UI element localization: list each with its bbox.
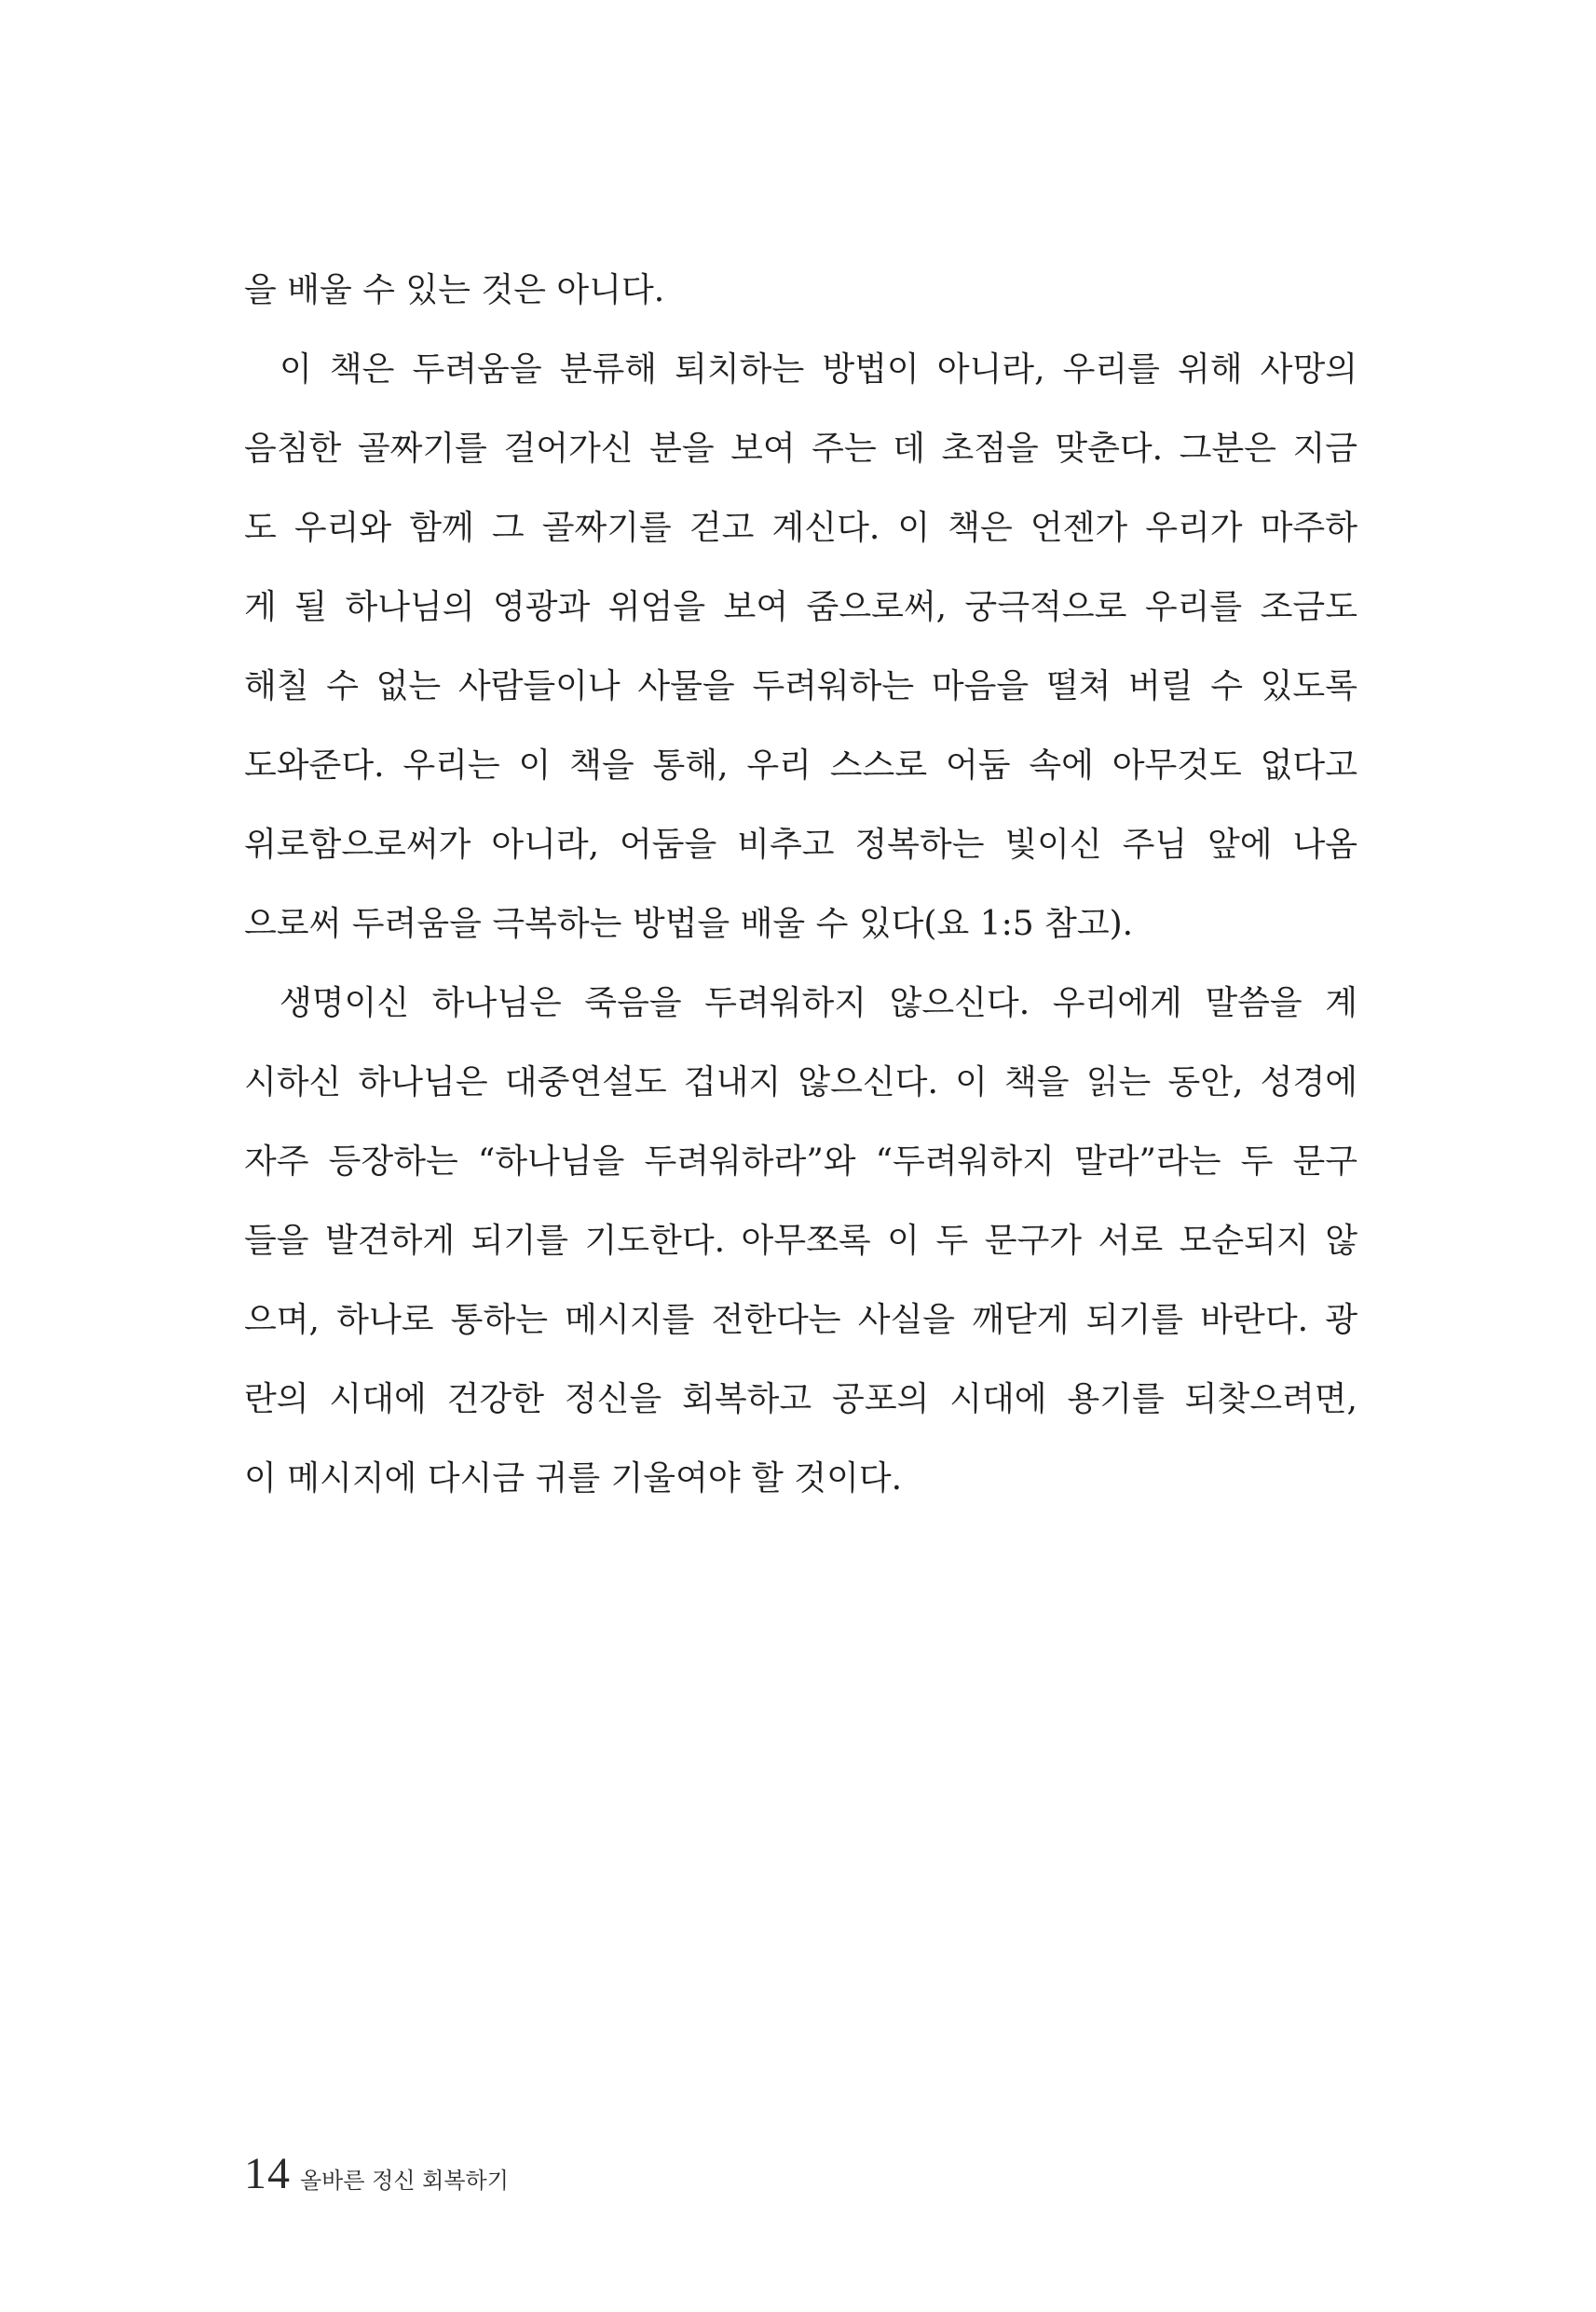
paragraph-line: 위로함으로써가 아니라, 어둠을 비추고 정복하는 빛이신 주님 앞에 나옴 [244,826,1357,864]
paragraph-line: 생명이신 하나님은 죽음을 두려워하지 않으신다. 우리에게 말씀을 계 [280,984,1357,1022]
body-text [244,251,1357,1518]
paragraph-line: 을 배울 수 있는 것은 아니다. [244,271,665,309]
paragraph-line: 이 책은 두려움을 분류해 퇴치하는 방법이 아니라, 우리를 위해 사망의 [280,350,1357,389]
paragraph-line: 들을 발견하게 되기를 기도한다. 아무쪼록 이 두 문구가 서로 모순되지 않 [244,1222,1357,1260]
paragraph-line: 시하신 하나님은 대중연설도 겁내지 않으신다. 이 책을 읽는 동안, 성경에 [244,1063,1357,1101]
paragraph-line: 도 우리와 함께 그 골짜기를 걷고 계신다. 이 책은 언젠가 우리가 마주하 [244,509,1357,547]
running-title: 올바른 정신 회복하기 [300,2168,509,2194]
paragraph-line: 도와준다. 우리는 이 책을 통해, 우리 스스로 어둠 속에 아무것도 없다고 [244,746,1357,785]
page-number: 14 [244,2149,291,2198]
paragraph-line: 으며, 하나로 통하는 메시지를 전한다는 사실을 깨닫게 되기를 바란다. 광 [244,1301,1357,1339]
paragraph-line: 음침한 골짜기를 걸어가신 분을 보여 주는 데 초점을 맞춘다. 그분은 지금 [244,430,1357,468]
paragraph-line: 으로써 두려움을 극복하는 방법을 배울 수 있다(요 1:5 참고). [244,905,1134,943]
paragraph-line: 해칠 수 없는 사람들이나 사물을 두려워하는 마음을 떨쳐 버릴 수 있도록 [244,667,1357,705]
paragraph-line: 란의 시대에 건강한 정신을 회복하고 공포의 시대에 용기를 되찾으려면, [244,1380,1357,1418]
paragraph-line: 게 될 하나님의 영광과 위엄을 보여 줌으로써, 궁극적으로 우리를 조금도 [244,588,1357,626]
paragraph-line: 자주 등장하는 “하나님을 두려워하라”와 “두려워하지 말라”라는 두 문구 [244,1142,1357,1181]
paragraph-line: 이 메시지에 다시금 귀를 기울여야 할 것이다. [244,1459,903,1498]
page-footer [244,2148,509,2204]
